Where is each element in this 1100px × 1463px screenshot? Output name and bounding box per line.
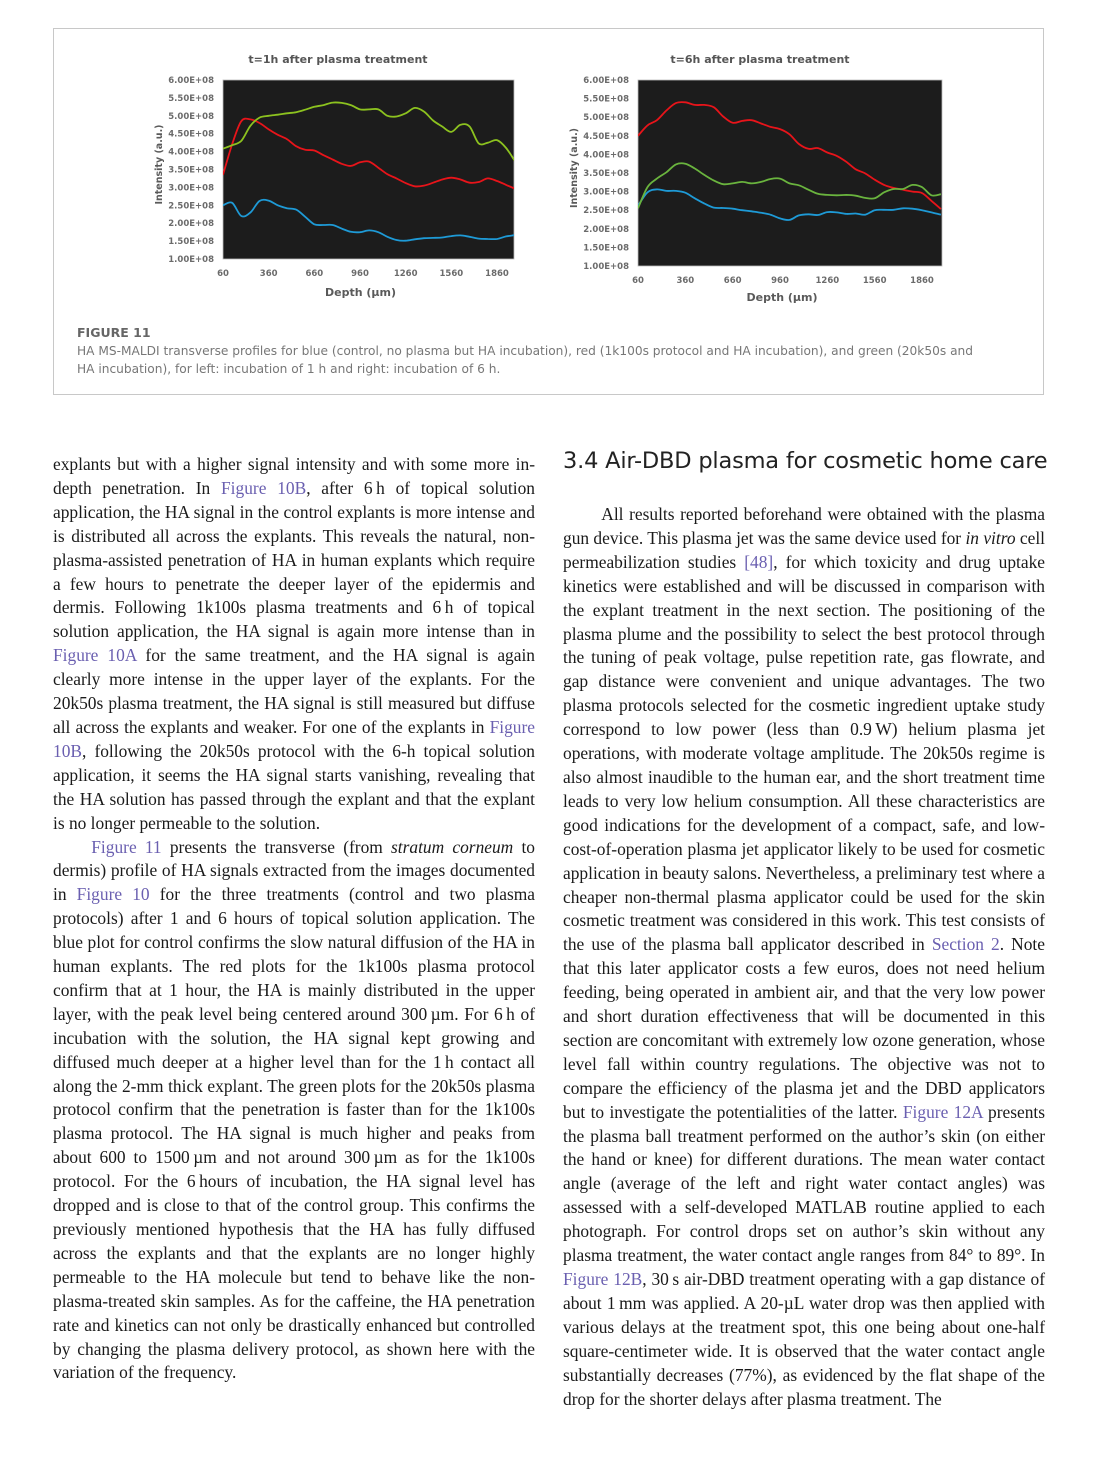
section-heading: 3.4 Air-DBD plasma for cosmetic home care [563, 448, 1048, 474]
y-tick-label: 5.00E+08 [583, 113, 629, 124]
y-tick-label: 4.50E+08 [168, 129, 214, 140]
y-axis-label: Intensity (a.u.) [154, 124, 165, 205]
y-tick-label: 4.50E+08 [583, 131, 629, 142]
x-tick-label: 60 [632, 276, 644, 286]
chart-6h [0, 0, 1100, 320]
left-column [53, 453, 535, 1385]
paragraph-3 [563, 503, 1045, 1411]
figure-label: FIGURE 11 [77, 325, 151, 340]
y-tick-label: 3.50E+08 [583, 169, 629, 179]
x-tick-label: 1560 [439, 269, 464, 279]
y-tick-label: 1.50E+08 [583, 243, 629, 254]
link-figure-10[interactable]: Figure 10 [76, 884, 150, 905]
y-tick-label: 4.00E+08 [168, 147, 214, 158]
text: for the same treatment, and the HA signal is again clearly more intense in the upper layer of the explants. For the 20k50s plasma treatment, the HA signal is still measured but diffuse all across the explants and weaker. For one of the explants in [53, 645, 535, 737]
text: cell permeabilization studies [563, 527, 1045, 572]
y-tick-label: 3.00E+08 [583, 187, 629, 198]
chart-title: t=6h after plasma treatment [670, 53, 850, 66]
y-tick-label: 6.00E+08 [168, 76, 214, 86]
paragraph-2 [53, 836, 535, 1386]
x-tick-label: 1560 [862, 276, 887, 286]
text: explants but with a higher signal intensity and with some more in-depth penetration. In [53, 454, 535, 498]
y-tick-label: 2.00E+08 [583, 224, 629, 235]
y-tick-label: 3.00E+08 [168, 183, 214, 194]
y-tick-label: 4.00E+08 [583, 150, 629, 161]
x-tick-label: 960 [351, 269, 369, 279]
text: , for which toxicity and drug uptake kinetics were established and will be discussed in comparison with the explant treatment in the next section. The positioning of the plasma plume and the possibility to select the best protocol through the tuning of peak voltage, pulse repetition rate, gas flowrate, and gap distance were convenient and unique advantages. The two plasma protocols selected for the cosmetic ingredient uptake study correspond to low power (less than 0.9 W) helium plasma jet operations, with moderate voltage amplitude. The 20k50s regime is also almost inaudible to the human ear, and the short treatment time leads to very low helium consumption. All these characteristics are good indications for the development of a compact, safe, and low-cost-of-operation plasma jet applicator likely to be used for cosmetic application in beauty salons. Nevertheless, a preliminary test where a cheaper non-thermal plasma applicator could be used for the skin cosmetic treatment was considered in this work. This test consists of the use of the plasma ball applicator described in [563, 551, 1046, 955]
link-figure-11[interactable]: Figure 11 [91, 836, 162, 857]
chart-title: t=1h after plasma treatment [248, 53, 428, 66]
text: , after 6 h of topical solution application, the HA signal in the control explants is more intense and is distributed all across the explants. This reveals the natural, non-plasma-assisted penetration of HA in human explants which require a few hours to penetrate the deeper layer of the epidermis and dermis. Following 1k100s plasma treatments and 6 h of topical solution application, the HA signal is again more intense than in [53, 477, 535, 642]
y-axis-label: Intensity (a.u.) [569, 127, 580, 209]
text: presents the plasma ball treatment performed on the author’s skin (on either the hand or knee) for different durations. The mean water contact angle (average of the left and right water contact angles) was assessed with a self-developed MATLAB routine applied to each photograph. For control drops set on author’s skin without any plasma treatment, the water contact angle ranges from 84° to 89°. In [563, 1101, 1046, 1266]
link-figure-12b[interactable]: Figure 12B [563, 1269, 643, 1289]
text: presents the transverse (from [161, 836, 392, 857]
x-tick-label: 360 [259, 269, 278, 279]
x-tick-label: 660 [305, 269, 324, 279]
x-axis-label: Depth (µm) [325, 286, 396, 299]
y-tick-label: 1.00E+08 [583, 262, 629, 272]
text: . Note that this later applicator costs a few euros, does not need helium feeding, being operated in ambient air, and that the very low power and short duration effectiveness that will be documented in this section are concomitant with extremely low ozone generation, whose level fall within country regulations. The objective was not to compare the efficiency of the plasma jet and the DBD applicators but to investigate the potentialities of the latter. [563, 934, 1045, 1122]
link-figure-12a[interactable]: Figure 12A [902, 1101, 983, 1122]
y-tick-label: 3.50E+08 [168, 165, 214, 176]
x-tick-label: 1860 [485, 269, 509, 279]
x-tick-label: 360 [676, 276, 695, 286]
chart-6h-svg [0, 0, 1100, 320]
italic-term: stratum corneum [391, 836, 514, 857]
x-tick-label: 1260 [815, 276, 840, 286]
x-tick-label: 660 [723, 276, 742, 286]
link-figure-10b[interactable]: Figure 10B [221, 477, 307, 498]
right-column [563, 503, 1045, 1411]
caption-line-2: HA incubation), for left: incubation of 1 h and right: incubation of 6 h. [77, 362, 501, 376]
x-axis-label: Depth (µm) [746, 291, 818, 304]
y-tick-label: 5.00E+08 [168, 111, 214, 122]
y-tick-label: 2.00E+08 [168, 219, 214, 230]
x-tick-label: 60 [217, 269, 229, 279]
x-tick-label: 960 [771, 276, 789, 286]
x-tick-label: 1860 [910, 276, 934, 286]
y-tick-label: 5.50E+08 [583, 94, 629, 105]
link-figure-10a[interactable]: Figure 10A [53, 645, 137, 666]
text: All results reported beforehand were obtained with the plasma gun device. This plasma jet was the same device used for [563, 504, 1045, 548]
paragraph-1 [53, 453, 535, 836]
link-ref-48[interactable]: [48] [744, 551, 774, 572]
text: , following the 20k50s protocol with the 6-h topical solution application, it seems the HA signal starts vanishing, revealing that the HA solution has passed through the explant and that the explant is no longer permeable to the solution. [53, 740, 535, 833]
text: to dermis) profile of HA signals extracted from the images documented in [53, 836, 535, 905]
y-tick-label: 1.50E+08 [168, 237, 214, 248]
y-tick-label: 6.00E+08 [583, 76, 629, 86]
italic-term: in vitro [965, 527, 1016, 548]
y-tick-label: 1.00E+08 [168, 255, 214, 265]
x-tick-label: 1260 [393, 269, 418, 279]
plot-area [638, 80, 942, 266]
y-tick-label: 2.50E+08 [168, 201, 214, 212]
link-figure-10b-2[interactable]: Figure 10B [53, 716, 535, 761]
caption-line-1: HA MS-MALDI transverse profiles for blue (control, no plasma but HA incubation), red (1k100s protocol and HA incubation), and green (20k50s and [77, 344, 974, 358]
y-tick-label: 2.50E+08 [583, 206, 629, 217]
text: , 30 s air-DBD treatment operating with a gap distance of about 1 mm was applied. A 20-µL water drop was then applied with various delays at the treatment spot, this one being about one-half square-centimeter wide. It is observed that the water contact angle substantially decreases (77%), as evidenced by the flat shape of the drop for the shorter delays after plasma treatment. The [563, 1269, 1045, 1409]
figure-caption [77, 324, 1027, 378]
y-tick-label: 5.50E+08 [168, 93, 214, 104]
text: for the three treatments (control and two plasma protocols) after 1 and 6 hours of topical solution application. The blue plot for control confirms the slow natural diffusion of the HA in human explants. The red plots for the 1k100s plasma protocol confirm that at 1 hour, the HA is mainly distributed in the upper layer, with the peak level being centered around 300 µm. For 6 h of incubation with the solution, the HA signal kept growing and diffused much deeper at a higher level than for the 1 h contact all along the 2-mm thick explant. The green plots for the 20k50s plasma protocol confirm that the penetration is faster than for the 1k100s plasma protocol. The HA signal is much higher and peaks from about 600 to 1500 µm and not around 300 µm as for the 1k100s protocol. For the 6 hours of incubation, the HA signal level has dropped and is close to that of the control group. This confirms the previously mentioned hypothesis that the HA has fully diffused across the explants and that the explants are no longer highly permeable to the HA molecule but tend to behave like the non-plasma-treated skin samples. As for the caffeine, the HA penetration rate and kinetics can not only be drastically enhanced but controlled by changing the plasma delivery protocol, as shown here with the variation of the frequency. [53, 884, 535, 1383]
link-section-2[interactable]: Section 2 [931, 934, 1000, 955]
